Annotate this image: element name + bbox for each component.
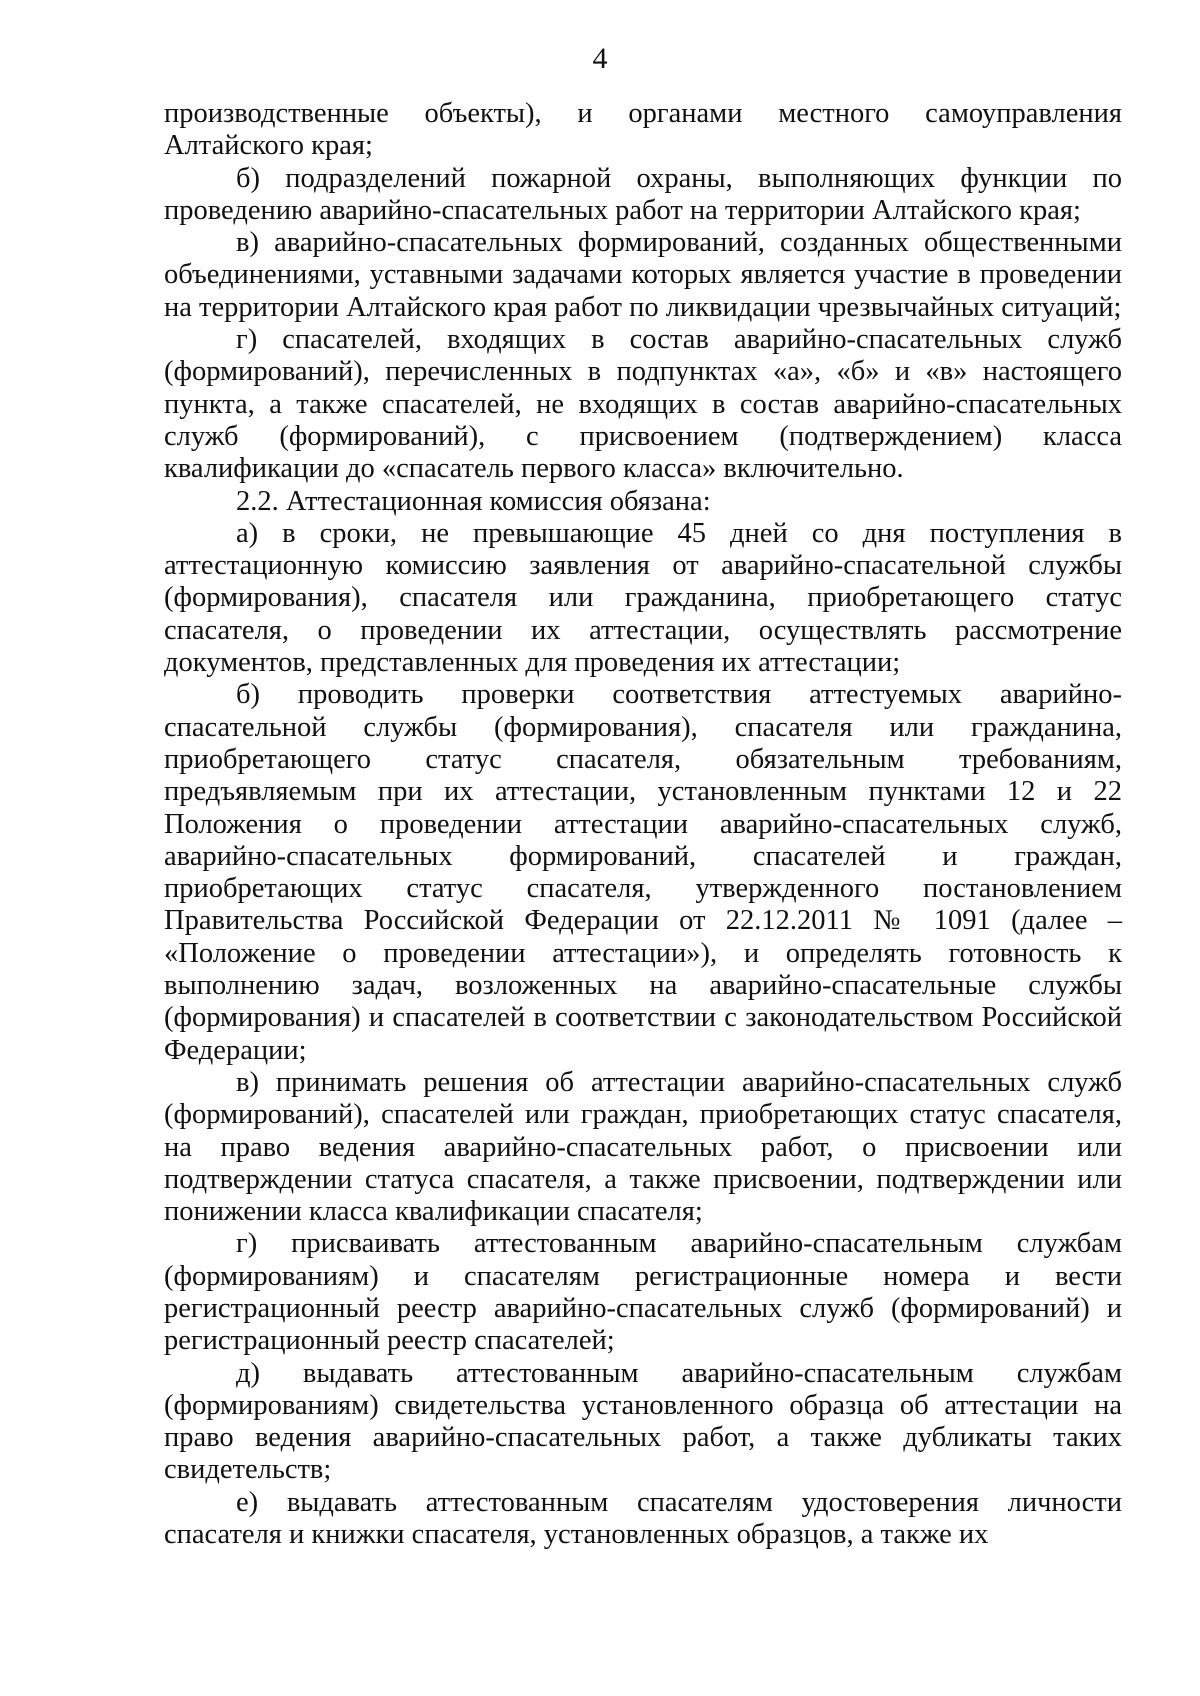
paragraph: б) подразделений пожарной охраны, выполняющих функции по проведению аварийно-спасательных работ на территории Алтайского края; (164, 162, 1122, 226)
page-number: 4 (592, 42, 608, 75)
paragraph: е) выдавать аттестованным спасателям удостоверения личности спасателя и книжки спасателя, установленных образцов, а также их (164, 1486, 1122, 1551)
paragraph: в) принимать решения об аттестации аварийно-спасательных служб (формирований), спасателей или граждан, приобретающих статус спасателя, на право ведения аварийно-спасательных работ, о присвоении или подтверждении статуса спасателя, а также присвоении, подтверждении или понижении класса квалификации спасателя; (164, 1066, 1122, 1228)
paragraph: в) аварийно-спасательных формирований, созданных общественными объединениями, уставными задачами которых является участие в проведении на территории Алтайского края работ по ликвидации чрезвычайных ситуаций; (164, 227, 1122, 323)
body-text (164, 98, 1122, 1551)
section-heading: 2.2. Аттестационная комиссия обязана: (236, 485, 711, 517)
paragraph: производственные объекты), и органами местного самоуправления Алтайского края; (164, 98, 1122, 162)
paragraph: б) проводить проверки соответствия аттестуемых аварийно-спасательной службы (формирования), спасателя или гражданина, приобретающего статус спасателя, обязательным требованиям, предъявляемым при их аттестации, установленным пунктами 12 и 22 Положения о проведении аттестации аварийно-спасательных служб, аварийно-спасательных формирований, спасателей и граждан, приобретающих статус спасателя, утвержденного постановлением Правительства Российской Федерации от 22.12.2011 № 1091 (далее – «Положение о проведении аттестации»), и определять готовность к выполнению задач, возложенных на аварийно-спасательные службы (формирования) и спасателей в соответствии с законодательством Российской Федерации; (164, 679, 1122, 1066)
paragraph: а) в сроки, не превышающие 45 дней со дня поступления в аттестационную комиссию заявления от аварийно-спасательной службы (формирования), спасателя или гражданина, приобретающего статус спасателя, о проведении их аттестации, осуществлять рассмотрение документов, представленных для проведения их аттестации; (164, 517, 1122, 679)
paragraph: г) присваивать аттестованным аварийно-спасательным службам (формированиям) и спасателям регистрационные номера и вести регистрационный реестр аварийно-спасательных служб (формирований) и регистрационный реестр спасателей; (164, 1228, 1122, 1357)
paragraph: г) спасателей, входящих в состав аварийно-спасательных служб (формирований), перечисленных в подпунктах «а», «б» и «в» настоящего пункта, а также спасателей, не входящих в состав аварийно-спасательных служб (формирований), с присвоением (подтверждением) класса квалификации до «спасатель первого класса» включительно. (164, 324, 1122, 485)
paragraph: д) выдавать аттестованным аварийно-спасательным службам (формированиям) свидетельства установленного образца об аттестации на право ведения аварийно-спасательных работ, а также дубликаты таких свидетельств; (164, 1357, 1122, 1486)
